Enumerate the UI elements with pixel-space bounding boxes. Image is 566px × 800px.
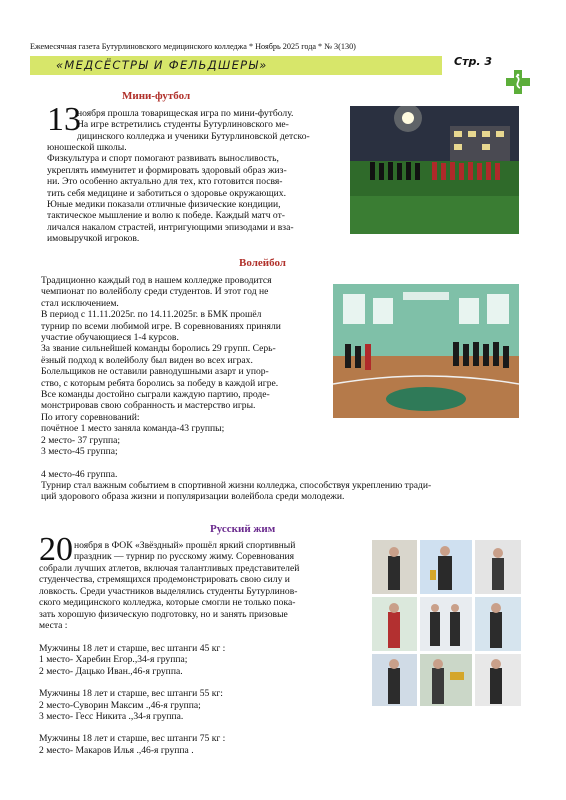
wrestling-text	[74, 540, 295, 563]
text-line: ловкость. Среди участников выделялись студенты Бутурлинов-	[39, 585, 298, 597]
text-line: зать хорошую физическую подготовку, но и занять призовые	[39, 608, 288, 620]
text-line: ноября прошла товарищеская игра по мини-футболу.	[77, 108, 294, 119]
football-text	[77, 108, 310, 142]
text-line: праздник — турнир по русскому жиму. Соревнования	[74, 551, 295, 563]
results-heading: Мужчины 18 лет и старше, вес штанги 45 кг :	[39, 643, 226, 654]
text-line: ций здорового образа жизни и популяризации волейбола среди молодежи.	[41, 491, 345, 503]
text-line: Турнир стал важным событием в спортивной жизни колледжа, способствуя укреплению тради-	[41, 479, 432, 491]
text-line: 3 место-45 группа;	[41, 446, 118, 458]
results-heading: Мужчины 18 лет и старше, вес штанги 75 кг :	[39, 733, 226, 745]
newspaper-header: Ежемесячная газета Бутурлиновского медицинского колледжа * Ноябрь 2025 года * № 3(130)	[30, 42, 356, 51]
text-line: чемпионат по волейболу среди студентов. И этот год не	[41, 286, 269, 298]
wrestling-dropcap: 20	[39, 531, 73, 568]
text-line: студенчества, стремящихся продемонстрировать свою силу и	[39, 574, 290, 586]
medical-cross-logo-icon	[506, 70, 530, 94]
wrestling-photo-collage	[372, 540, 521, 706]
collage-photo	[475, 540, 521, 594]
text-line: юношеской школы.	[47, 142, 127, 153]
collage-photo	[420, 597, 472, 651]
text-line: За звание сильнейшей команды боролись 29 групп. Серь-	[41, 343, 276, 355]
text-line: ноября в ФОК «Звёздный» прошёл яркий спортивный	[74, 540, 296, 551]
volleyball-title: Волейбол	[239, 257, 286, 269]
collage-photo	[372, 597, 417, 651]
text-line: монстрировав свою собранность и мастерство игры.	[41, 400, 256, 412]
football-dropcap: 13	[47, 101, 81, 138]
list-item: 2 место-Суворин Максим .,46-я группа;	[39, 699, 201, 711]
wrestling-title: Русский жим	[210, 523, 276, 535]
text-line: тактическое мышление и волю к победе. Каждый матч от-	[47, 210, 285, 222]
football-title: Мини-футбол	[122, 90, 191, 102]
text-line: Традиционно каждый год в нашем колледже проводится	[41, 275, 272, 286]
text-line: В период с 11.11.2025г. по 14.11.2025г. в БМК прошёл	[41, 309, 262, 321]
list-item: 3 место- Гесс Никита .,34-я группа.	[39, 711, 184, 723]
text-line: собрали лучших атлетов, включая талантливых представителей	[39, 563, 300, 574]
text-line: ство, с которым ребята боролись за победу в каждой игре.	[41, 377, 279, 389]
collage-photo	[475, 654, 521, 706]
text-line: ского медицинского колледжа, которые смогли не только пока-	[39, 597, 296, 609]
text-line: личался накалом страстей, интригующими эпизодами и вза-	[47, 221, 294, 233]
text-line: Юные медики показали отличные физические кондиции,	[47, 199, 281, 211]
banner-title: «МЕДСЁСТРЫ И ФЕЛЬДШЕРЫ»	[56, 58, 268, 72]
text-line: ни. Это особенно актуально для тех, кто готовится посвя-	[47, 176, 283, 188]
text-line: 4 место-46 группа.	[41, 468, 118, 480]
text-line: Физкультура и спорт помогают развивать выносливость,	[47, 153, 279, 165]
text-line: Болельщиков не оставили равнодушными азарт и упор-	[41, 366, 269, 378]
collage-photo	[420, 540, 472, 594]
text-line: имовыручкой игроков.	[47, 233, 140, 245]
results-heading: Мужчины 18 лет и старше, вес штанги 55 кг:	[39, 688, 223, 700]
text-line: турнир по всеми любимой игре. В соревнованиях приняли	[41, 320, 281, 332]
text-line: участие обучающиеся 1-4 курсов.	[41, 332, 179, 344]
football-text-cont	[47, 142, 294, 245]
wrestling-text-cont	[39, 563, 299, 631]
text-line: дицинского колледжа и ученики Бутурлиновской детско-	[77, 130, 310, 142]
text-line: По итогу соревнований:	[41, 411, 140, 423]
text-line: тить себя медицине и заботиться о здоровье окружающих.	[47, 187, 286, 199]
collage-photo	[475, 597, 521, 651]
results-list	[39, 643, 225, 756]
list-item: 2 место- Макаров Илья .,46-я группа .	[39, 744, 194, 756]
collage-photo	[372, 654, 417, 706]
text-line: 2 место- 37 группа;	[41, 434, 121, 446]
text-line: места :	[39, 620, 68, 632]
text-line: стал исключением.	[41, 297, 119, 309]
text-line: На игре встретились студенты Бутурлиновского ме-	[77, 119, 289, 131]
volleyball-photo	[333, 284, 519, 418]
text-line: ёзный подход к волейболу был виден во всех играх.	[41, 354, 253, 366]
collage-photo	[420, 654, 472, 706]
football-photo	[350, 106, 519, 234]
list-item: 2 место- Дацько Иван.,46-я группа.	[39, 665, 183, 677]
collage-photo	[372, 540, 417, 594]
list-item: 1 место- Харебин Егор.,34-я группа;	[39, 654, 188, 666]
text-line: почётное 1 место заняла команда-43 группы;	[41, 423, 225, 435]
page-number: Стр. 3	[454, 55, 492, 68]
text-line: Все команды достойно сыграли каждую партию, продe-	[41, 389, 270, 401]
text-line: укреплять иммунитет и формировать здоровый образ жиз-	[47, 164, 287, 176]
